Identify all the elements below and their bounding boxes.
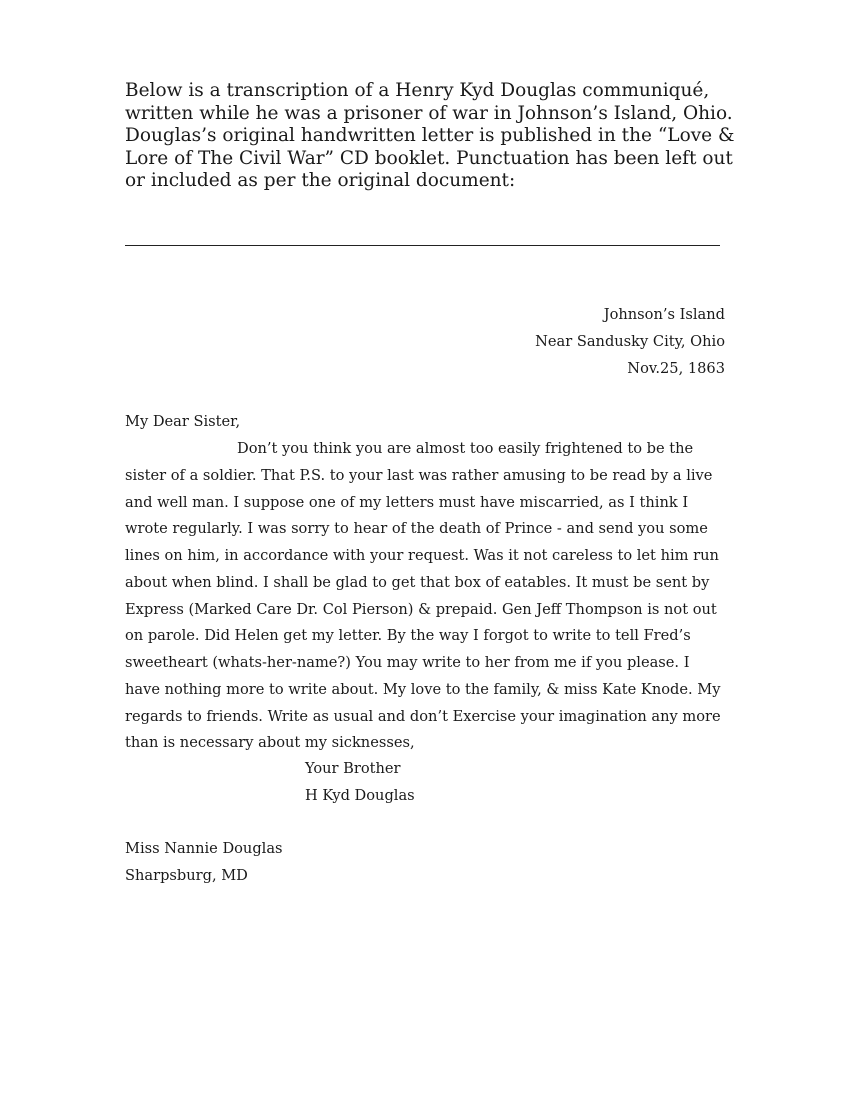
letter-salutation: My Dear Sister, [125, 413, 241, 430]
heading-city: Near Sandusky City, Ohio [535, 332, 725, 350]
letter-closing [305, 756, 415, 810]
closing-valediction: Your Brother [305, 760, 401, 777]
heading-place: Johnson’s Island [603, 306, 725, 323]
horizontal-divider [125, 245, 720, 246]
letter-body: Don’t you think you are almost too easily frightened to be the sister of a soldier. That P.S. to your last was rather amusing to be read by a live and well man. I suppose one of my letters must have miscarried, as I think I wrote regularly. I was sorry to hear of the death of Prince - and send you some lines on him, in accordance with your request. Was it not careless to let him run about when blind. I shall be glad to get that box of eatables. It must be sent by Express (Marked Care Dr. Col Pierson) & prepaid. Gen Jeff Thompson is not out on parole. Did Helen get my letter. By the way I forgot to write to tell Fred’s sweetheart (whats-her-name?) You may write to her from me if you please. I have nothing more to write about. My love to the family, & miss Kate Knode. My regards to friends. Write as usual and don’t Exercise your imagination any more than is necessary about my sicknesses, [125, 440, 721, 752]
address-name: Miss Nannie Douglas [125, 840, 283, 857]
intro-paragraph: Below is a transcription of a Henry Kyd Douglas communiqué, written while he was a prisoner of war in Johnson’s Island, Ohio. Douglas’s original handwritten letter is published in the “Love & Lore of The Civil War” CD booklet. Punctuation has been left out or included as per the original document: [125, 80, 735, 192]
letter-heading [535, 302, 725, 382]
letter-address [125, 836, 283, 890]
heading-date: Nov.25, 1863 [627, 359, 725, 377]
closing-signature: H Kyd Douglas [305, 786, 415, 804]
address-location: Sharpsburg, MD [125, 866, 248, 884]
